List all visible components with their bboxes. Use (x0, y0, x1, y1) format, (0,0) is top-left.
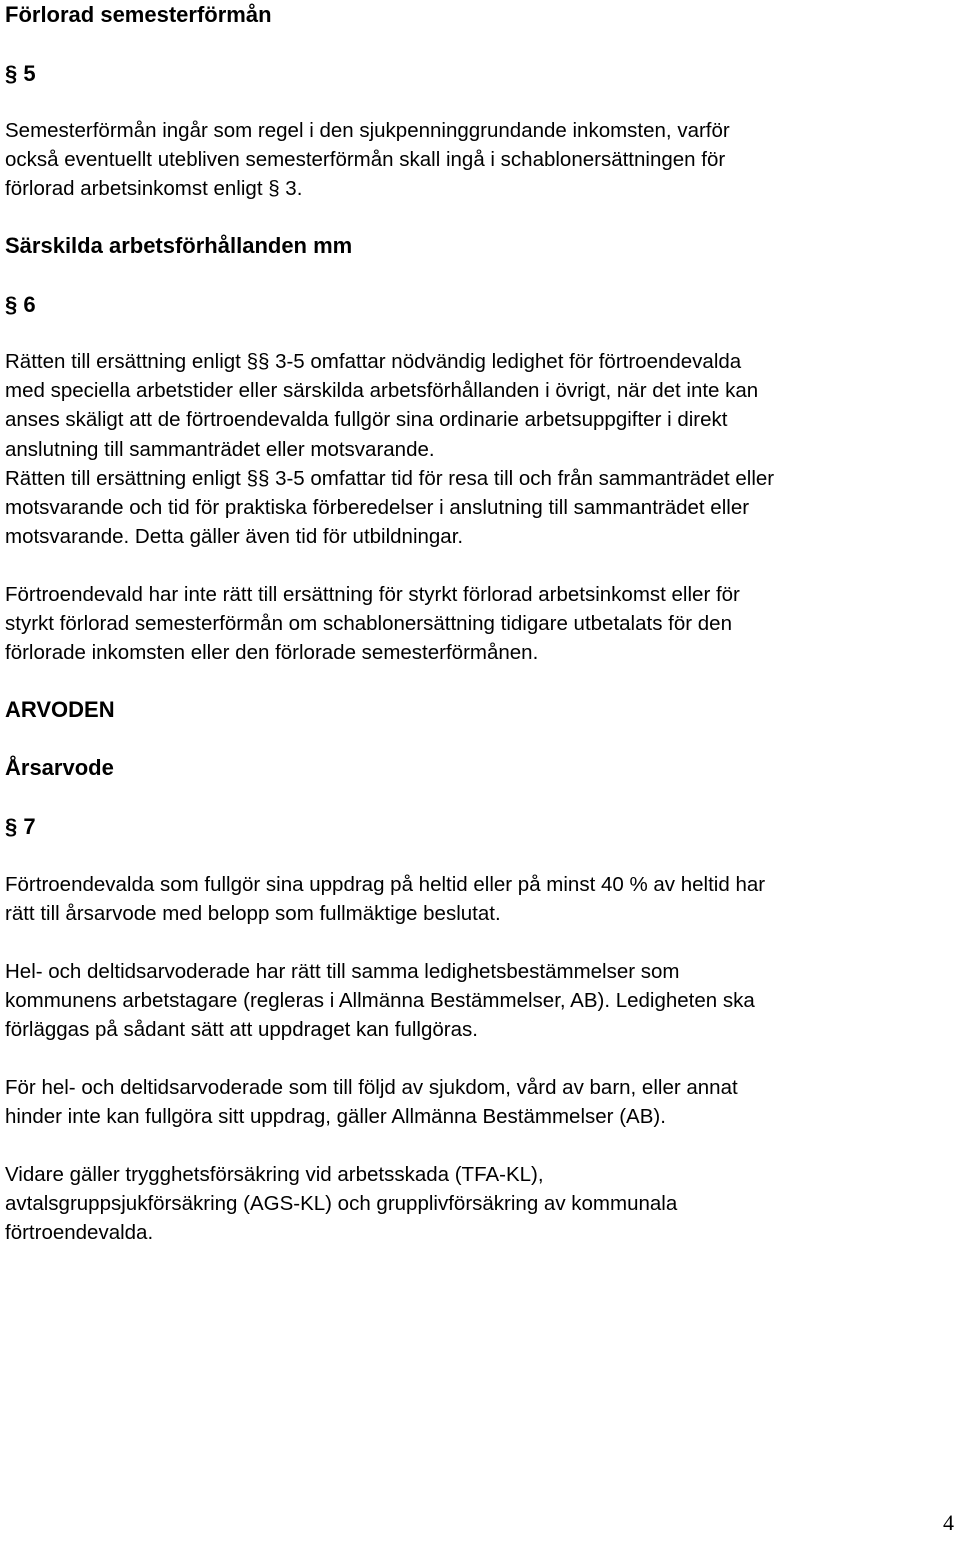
paragraph-line: Rätten till ersättning enligt §§ 3-5 omfattar nödvändig ledighet för förtroendevalda (5, 350, 742, 373)
paragraph-line: förlorade inkomsten eller den förlorade semesterförmånen. (5, 641, 539, 665)
paragraph-line: förtroendevalda. (5, 1221, 154, 1245)
paragraph-line: motsvarande. Detta gäller även tid för utbildningar. (5, 525, 464, 549)
paragraph-line: med speciella arbetstider eller särskilda arbetsförhållanden i övrigt, när det inte kan (5, 379, 759, 403)
paragraph-heltid-arsarvode (5, 870, 765, 928)
section-6-label: § 6 (5, 292, 36, 317)
paragraph-line: förläggas på sådant sätt att uppdraget kan fullgöras. (5, 1018, 478, 1042)
paragraph-schablonersattning (5, 580, 740, 668)
paragraph-line: Förtroendevalda som fullgör sina uppdrag på heltid eller på minst 40 % av heltid har (5, 873, 766, 896)
paragraph-line: anses skäligt att de förtroendevalda fullgör sina ordinarie arbetsuppgifter i direkt (5, 408, 728, 432)
heading-arvoden: ARVODEN (5, 697, 115, 722)
paragraph-line: avtalsgruppsjukförsäkring (AGS-KL) och grupplivförsäkring av kommunala (5, 1192, 678, 1216)
paragraph-line: förlorad arbetsinkomst enligt § 3. (5, 177, 303, 201)
paragraph-line: motsvarande och tid för praktiska förberedelser i anslutning till sammanträdet eller (5, 496, 750, 520)
paragraph-line: styrkt förlorad semesterförmån om schablonersättning tidigare utbetalats för den (5, 612, 732, 636)
paragraph-ledighetsbestammelser (5, 957, 755, 1045)
heading-arsarvode: Årsarvode (5, 755, 114, 780)
paragraph-nodvandig-ledighet (5, 347, 758, 464)
section-5-label: § 5 (5, 61, 36, 86)
heading-sarskilda-arbetsforhallanden: Särskilda arbetsförhållanden mm (5, 233, 353, 258)
paragraph-resa-sammantrade (5, 464, 774, 552)
page-number: 4 (943, 1510, 954, 1535)
paragraph-line: Förtroendevald har inte rätt till ersättning för styrkt förlorad arbetsinkomst eller för (5, 583, 740, 606)
paragraph-line: Semesterförmån ingår som regel i den sjukpenninggrundande inkomsten, varför (5, 119, 730, 142)
paragraph-line: rätt till årsarvode med belopp som fullmäktige beslutat. (5, 902, 501, 926)
paragraph-line: Vidare gäller trygghetsförsäkring vid arbetsskada (TFA-KL), (5, 1163, 544, 1186)
paragraph-line: också eventuellt utebliven semesterförmån skall ingå i schablonersättningen för (5, 148, 726, 172)
paragraph-line: kommunens arbetstagare (regleras i Allmänna Bestämmelser, AB). Ledigheten ska (5, 989, 755, 1013)
paragraph-semesterforman (5, 116, 730, 204)
paragraph-line: För hel- och deltidsarvoderade som till följd av sjukdom, vård av barn, eller annat (5, 1076, 738, 1099)
paragraph-line: Hel- och deltidsarvoderade har rätt till samma ledighetsbestämmelser som (5, 960, 680, 983)
section-7-label: § 7 (5, 814, 36, 839)
paragraph-sjukdom-vard-av-barn (5, 1073, 738, 1131)
paragraph-forsakringar (5, 1160, 677, 1248)
paragraph-line: hinder inte kan fullgöra sitt uppdrag, gäller Allmänna Bestämmelser (AB). (5, 1105, 666, 1129)
heading-forlorad-semesterforman: Förlorad semesterförmån (5, 2, 272, 27)
paragraph-line: anslutning till sammanträdet eller motsvarande. (5, 437, 435, 461)
paragraph-line: Rätten till ersättning enligt §§ 3-5 omfattar tid för resa till och från sammanträdet eller (5, 467, 775, 490)
